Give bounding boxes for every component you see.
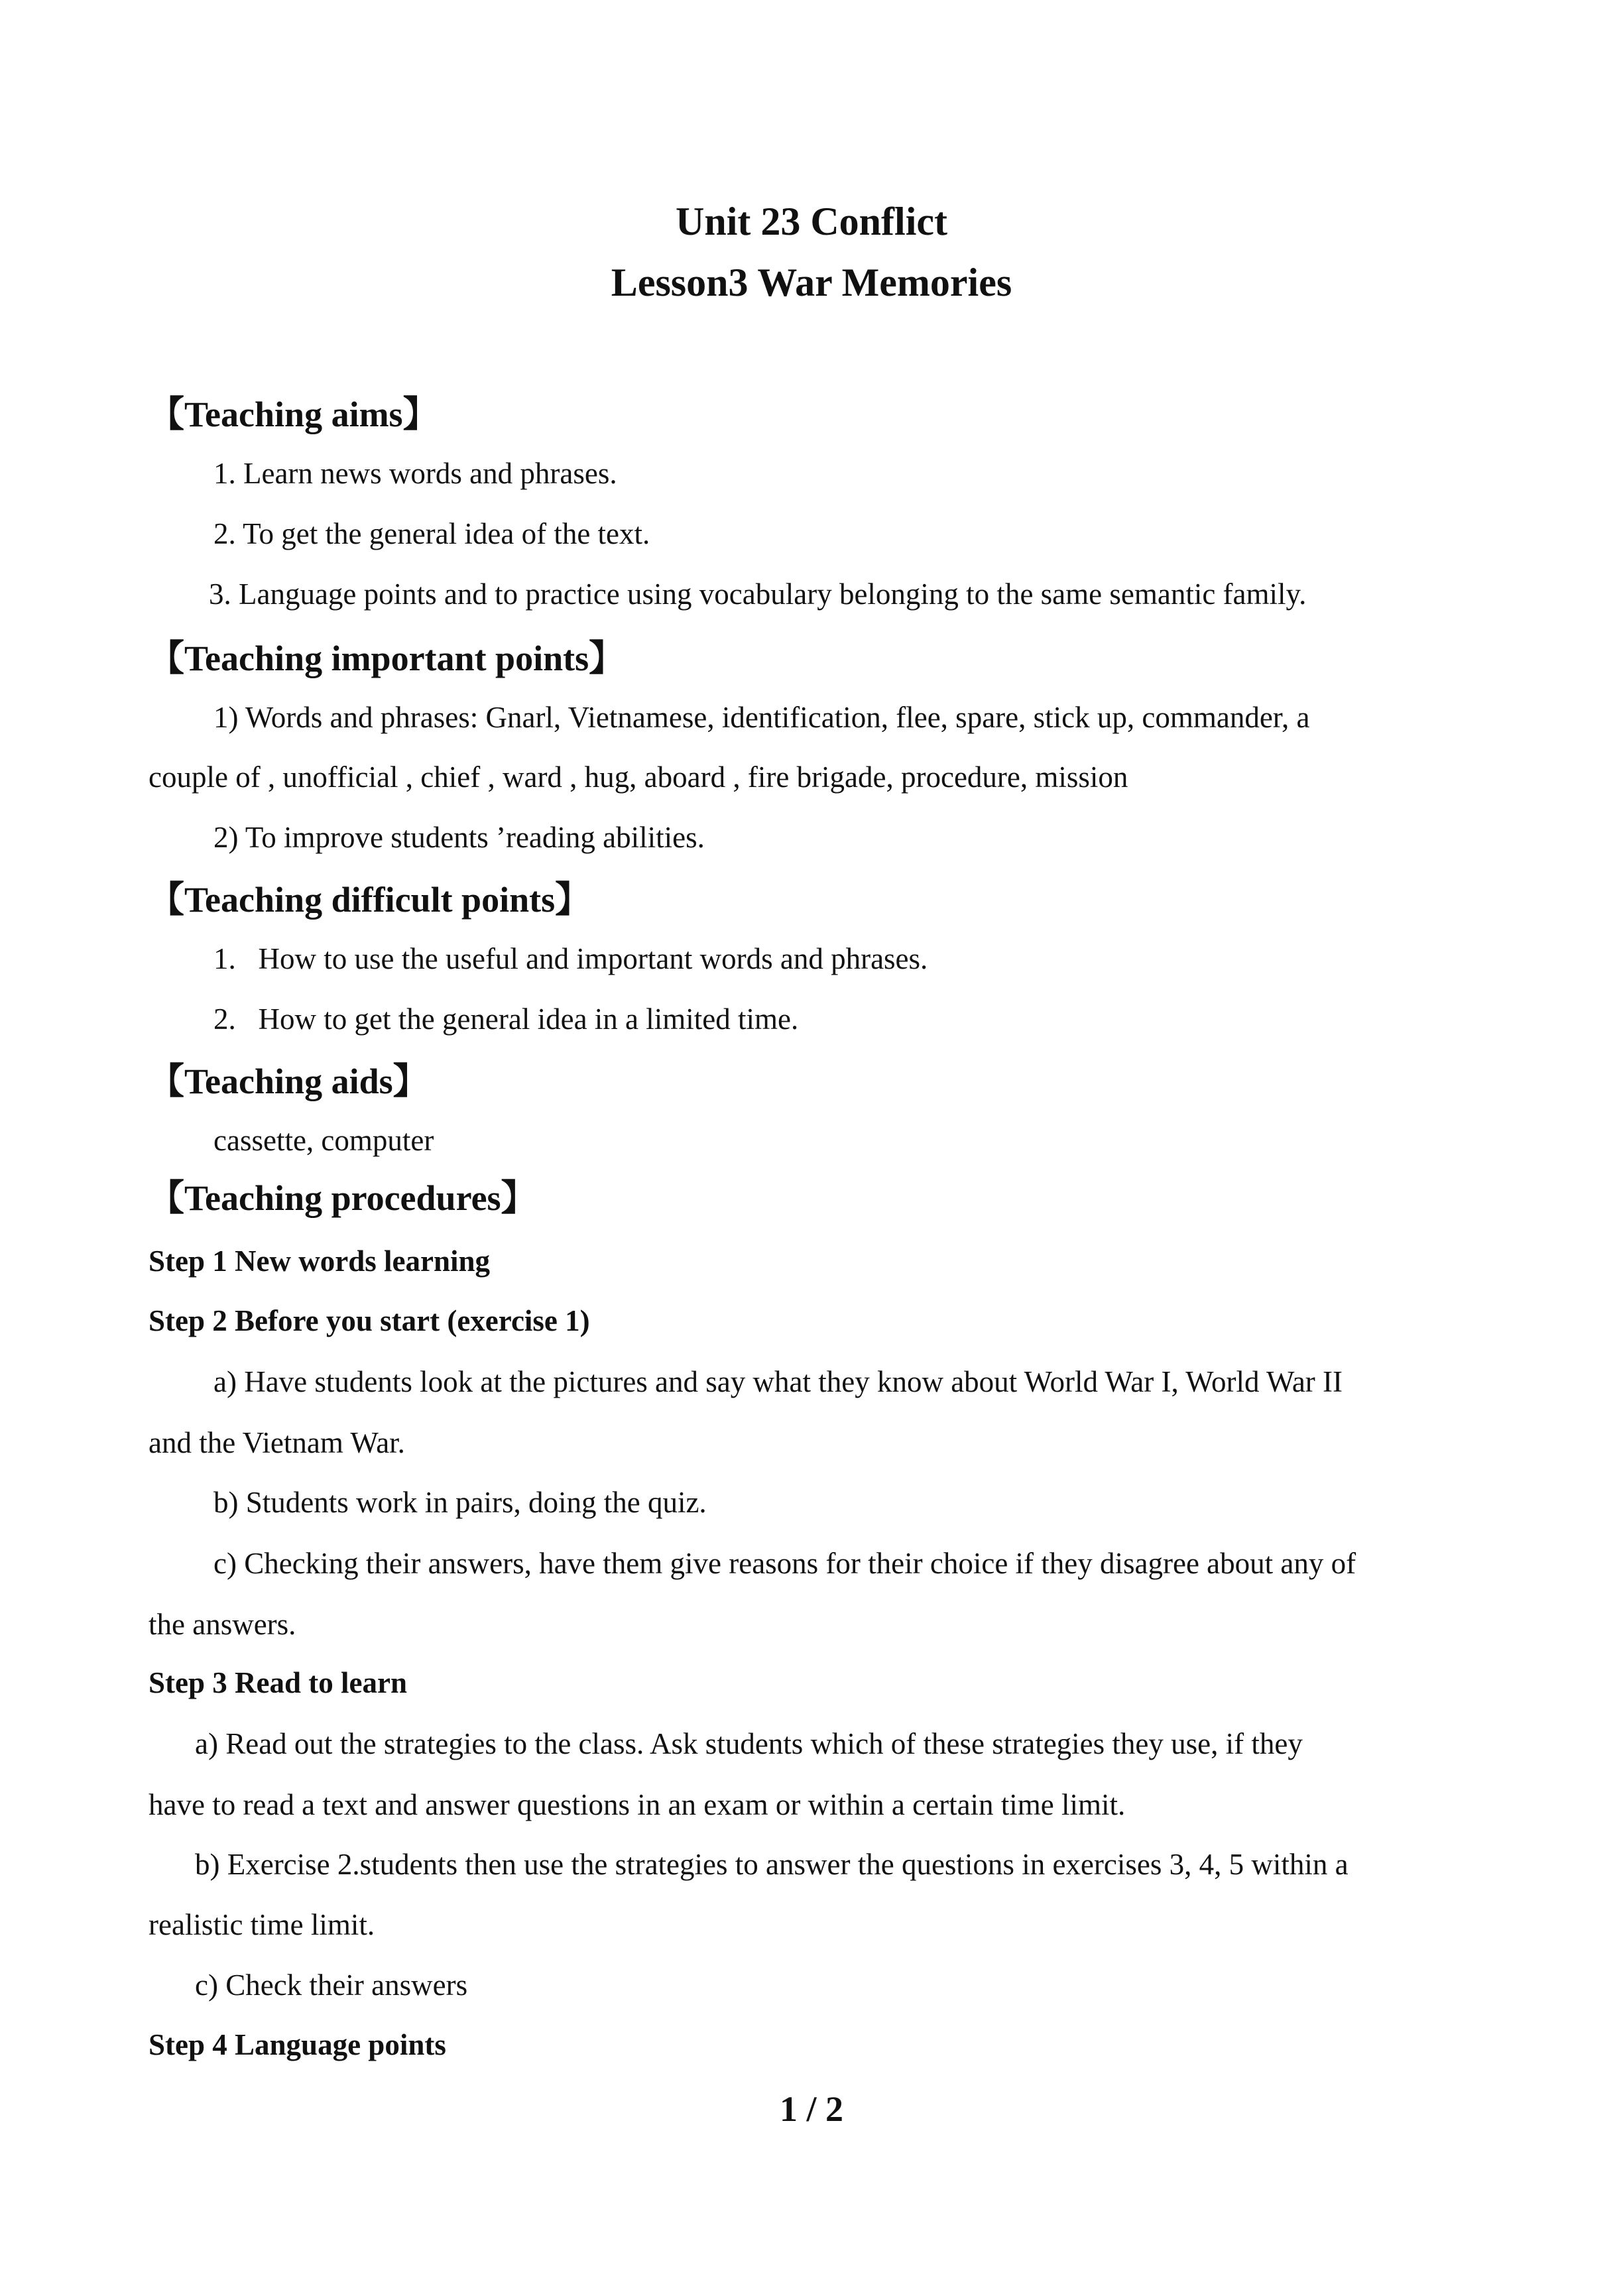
- heading-important-points: 【Teaching important points】: [149, 638, 625, 678]
- teaching-aids-text: cassette, computer: [213, 1124, 434, 1157]
- difficult-item-1: 1. How to use the useful and important words and phrases.: [213, 942, 928, 975]
- important-item-1-line-1: 1) Words and phrases: Gnarl, Vietnamese, identification, flee, spare, stick up, commander, a: [213, 701, 1310, 734]
- step-3-item-c: c) Check their answers: [195, 1968, 468, 2002]
- step-2-item-c-line-1: c) Checking their answers, have them give reasons for their choice if they disagree about any of: [213, 1547, 1356, 1580]
- heading-teaching-procedures: 【Teaching procedures】: [149, 1178, 537, 1218]
- document-title: Unit 23 Conflict: [676, 200, 947, 243]
- heading-teaching-aids: 【Teaching aids】: [149, 1061, 429, 1101]
- difficult-item-2: 2. How to get the general idea in a limited time.: [213, 1002, 799, 1036]
- step-1-title: Step 1 New words learning: [149, 1244, 490, 1278]
- step-2-item-a-line-1: a) Have students look at the pictures and say what they know about World War I, World War II: [213, 1365, 1343, 1398]
- heading-teaching-aims: 【Teaching aims】: [149, 394, 439, 434]
- aims-item-3: 3. Language points and to practice using vocabulary belonging to the same semantic family.: [209, 577, 1307, 611]
- step-2-item-a-line-2: and the Vietnam War.: [149, 1426, 405, 1459]
- step-2-title: Step 2 Before you start (exercise 1): [149, 1304, 590, 1337]
- important-item-1-line-2: couple of , unofficial , chief , ward , hug, aboard , fire brigade, procedure, mission: [149, 760, 1128, 794]
- step-3-title: Step 3 Read to learn: [149, 1666, 407, 1699]
- step-4-title: Step 4 Language points: [149, 2028, 446, 2061]
- page-number: 1 / 2: [779, 2089, 843, 2129]
- aims-item-1: 1. Learn news words and phrases.: [213, 457, 617, 490]
- step-3-item-b-line-2: realistic time limit.: [149, 1908, 375, 1941]
- important-item-2: 2) To improve students ’reading abilities.: [213, 821, 705, 854]
- step-2-item-c-line-2: the answers.: [149, 1608, 296, 1641]
- lesson-title: Lesson3 War Memories: [611, 261, 1012, 304]
- aims-item-2: 2. To get the general idea of the text.: [213, 517, 650, 550]
- heading-difficult-points: 【Teaching difficult points】: [149, 880, 591, 920]
- step-3-item-a-line-1: a) Read out the strategies to the class. Ask students which of these strategies they use, if they: [195, 1727, 1303, 1760]
- step-3-item-b-line-1: b) Exercise 2.students then use the strategies to answer the questions in exercises 3, 4, 5 within a: [195, 1848, 1349, 1881]
- step-2-item-b: b) Students work in pairs, doing the quiz.: [213, 1486, 707, 1519]
- step-3-item-a-line-2: have to read a text and answer questions in an exam or within a certain time limit.: [149, 1788, 1126, 1821]
